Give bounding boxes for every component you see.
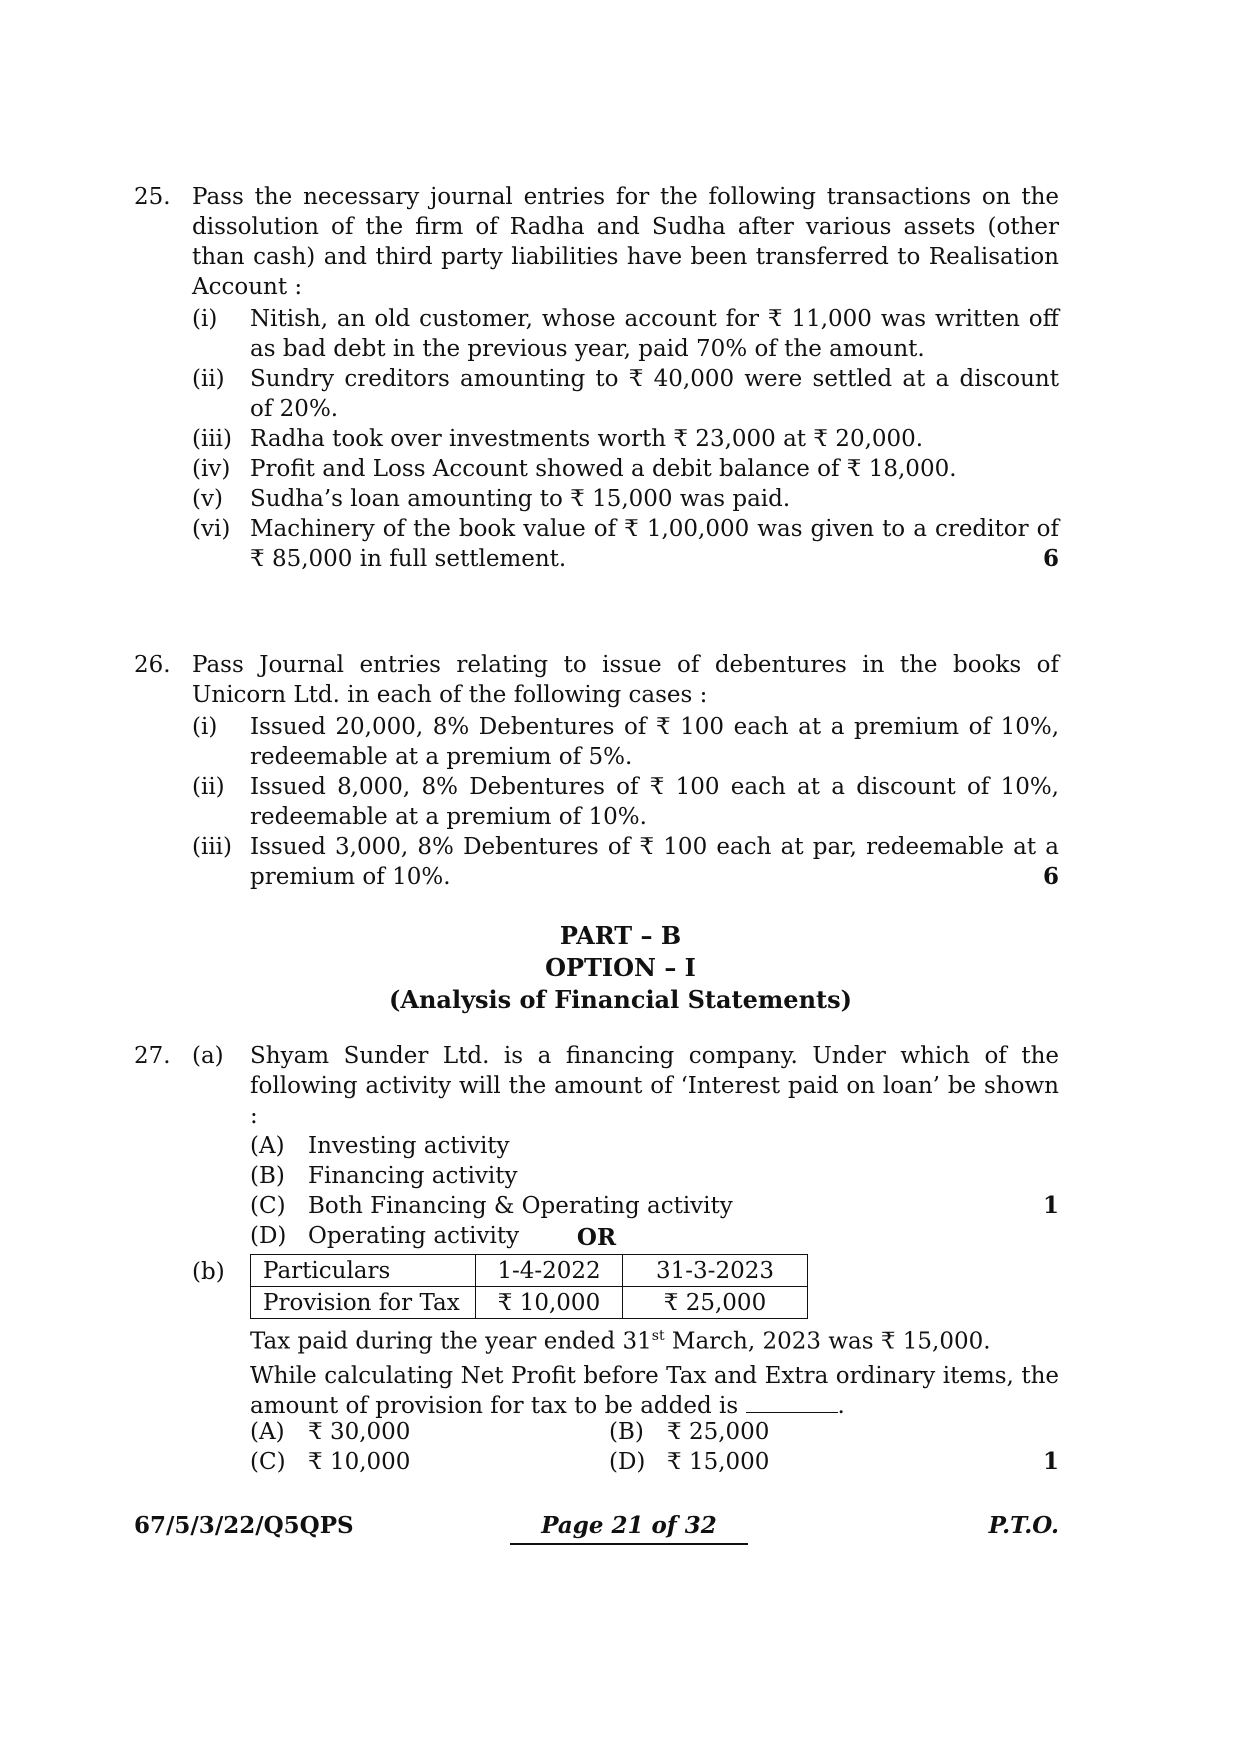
- sub-item: [192, 304, 1059, 364]
- answer-blank: [746, 1412, 838, 1413]
- option-item: [250, 1447, 411, 1477]
- sub-item-text: Radha took over investments worth ₹ 23,000 at ₹ 20,000.: [250, 426, 924, 452]
- sub-item-text: Profit and Loss Account showed a debit balance of ₹ 18,000.: [250, 456, 957, 482]
- option-item: [609, 1447, 770, 1477]
- sub-item-label: (iii): [192, 426, 233, 452]
- sub-question-a: [192, 1041, 1059, 1131]
- question-number: 25.: [134, 184, 171, 210]
- or-separator: OR: [576, 1224, 617, 1251]
- sub-item-label: (v): [192, 486, 223, 512]
- tax-paid-text: Tax paid during the year ended 31: [250, 1328, 652, 1355]
- option-item: [250, 1191, 1059, 1221]
- part-subtitle: (Analysis of Financial Statements): [389, 985, 852, 1014]
- table-header: Particulars: [251, 1255, 476, 1287]
- table-cell: ₹ 10,000: [476, 1287, 623, 1319]
- question-25: [134, 182, 1059, 574]
- option-label: (B): [609, 1419, 644, 1445]
- sub-item-label: (i): [192, 306, 218, 332]
- sub-item-text: Machinery of the book value of ₹ 1,00,000 was given to a creditor of ₹ 85,000 in full settlement.: [250, 516, 1059, 572]
- sub-item-label: (i): [192, 714, 218, 740]
- sub-item-label: (vi): [192, 516, 231, 542]
- option-text: ₹ 25,000: [667, 1419, 770, 1445]
- table-header: 1-4-2022: [476, 1255, 623, 1287]
- sub-item-text: Sundry creditors amounting to ₹ 40,000 were settled at a discount of 20%.: [250, 366, 1059, 422]
- paper-code: 67/5/3/22/Q5QPS: [134, 1512, 354, 1539]
- sub-item: [192, 424, 1059, 454]
- sub-item: [192, 454, 1059, 484]
- question-text: Pass the necessary journal entries for the following transactions on the dissolution of the firm of Radha and Sudha after various assets (other than cash) and third party liabilities have been transferred to Realisation Account :: [192, 184, 1059, 300]
- sub-item-text: Nitish, an old customer, whose account for ₹ 11,000 was written off as bad debt in the previous year, paid 70% of the amount.: [250, 306, 1059, 362]
- question-26: [134, 650, 1059, 892]
- sub-item: [192, 712, 1059, 772]
- question-text: Pass Journal entries relating to issue of debentures in the books of Unicorn Ltd. in each of the following cases :: [192, 652, 1059, 708]
- marks: 1: [1042, 1448, 1059, 1475]
- option-label: (A): [250, 1133, 285, 1159]
- punctuation: .: [837, 1392, 845, 1419]
- option-text: ₹ 15,000: [667, 1449, 770, 1475]
- question-27: [134, 1041, 1059, 1475]
- question-text: While calculating Net Profit before Tax and Extra ordinary items, the amount of provision for tax to be added is: [250, 1362, 1059, 1419]
- sub-item: [192, 832, 1059, 892]
- marks: 6: [1042, 863, 1059, 890]
- ordinal-superscript: st: [651, 1328, 665, 1344]
- table-header: 31-3-2023: [623, 1255, 808, 1287]
- sub-item: [192, 364, 1059, 424]
- pto-label: P.T.O.: [988, 1512, 1059, 1539]
- option-text: Both Financing & Operating activity: [308, 1193, 733, 1219]
- option-text: ₹ 10,000: [308, 1449, 411, 1475]
- part-title: PART – B: [559, 921, 682, 950]
- option-label: (D): [250, 1223, 287, 1249]
- option-item: [609, 1417, 770, 1447]
- option-text: ₹ 30,000: [308, 1419, 411, 1445]
- page-number: Page 21 of 32: [510, 1512, 748, 1545]
- marks: 6: [1042, 545, 1059, 572]
- sub-item: [192, 772, 1059, 832]
- sub-item-text: Issued 20,000, 8% Debentures of ₹ 100 each at a premium of 10%, redeemable at a premium of 5%.: [250, 714, 1059, 770]
- option-item: [250, 1417, 411, 1447]
- provision-table: [250, 1254, 808, 1319]
- sub-item: [192, 484, 1059, 514]
- question-number: 26.: [134, 652, 171, 678]
- table-cell: ₹ 25,000: [623, 1287, 808, 1319]
- sub-question-b-text: [250, 1321, 1059, 1421]
- question-number: 27.: [134, 1043, 171, 1069]
- tax-paid-line: [250, 1321, 1059, 1357]
- option-label: (B): [250, 1163, 285, 1189]
- table-header-row: [251, 1255, 808, 1287]
- marks: 1: [1042, 1192, 1059, 1219]
- sub-item-label: (ii): [192, 774, 225, 800]
- sub-question-b-label: (b): [192, 1259, 225, 1285]
- sub-question-label: (a): [192, 1043, 224, 1069]
- option-text: Investing activity: [308, 1133, 510, 1159]
- sub-item-label: (iii): [192, 834, 233, 860]
- sub-item: [192, 514, 1059, 574]
- question-line: [250, 1361, 1059, 1421]
- sub-item-label: (ii): [192, 366, 225, 392]
- table-row: [251, 1287, 808, 1319]
- option-label: (C): [250, 1449, 286, 1475]
- sub-item-text: Issued 8,000, 8% Debentures of ₹ 100 each at a discount of 10%, redeemable at a premium of 10%.: [250, 774, 1059, 830]
- option-text: Financing activity: [308, 1163, 518, 1189]
- option-label: (C): [250, 1193, 286, 1219]
- option-item: [250, 1161, 1059, 1191]
- table-cell: Provision for Tax: [251, 1287, 476, 1319]
- option-item: [250, 1131, 1059, 1161]
- sub-question-text: Shyam Sunder Ltd. is a financing company. Under which of the following activity will the amount of ‘Interest paid on loan’ be shown :: [250, 1043, 1059, 1129]
- sub-item-text: Issued 3,000, 8% Debentures of ₹ 100 each at par, redeemable at a premium of 10%.: [250, 834, 1059, 890]
- sub-item-text: Sudha’s loan amounting to ₹ 15,000 was paid.: [250, 486, 791, 512]
- option-label: (A): [250, 1419, 285, 1445]
- sub-item-label: (iv): [192, 456, 231, 482]
- option-text: Operating activity: [308, 1223, 520, 1249]
- option-title: OPTION – I: [545, 953, 696, 982]
- option-label: (D): [609, 1449, 646, 1475]
- tax-paid-text-end: March, 2023 was ₹ 15,000.: [664, 1328, 991, 1355]
